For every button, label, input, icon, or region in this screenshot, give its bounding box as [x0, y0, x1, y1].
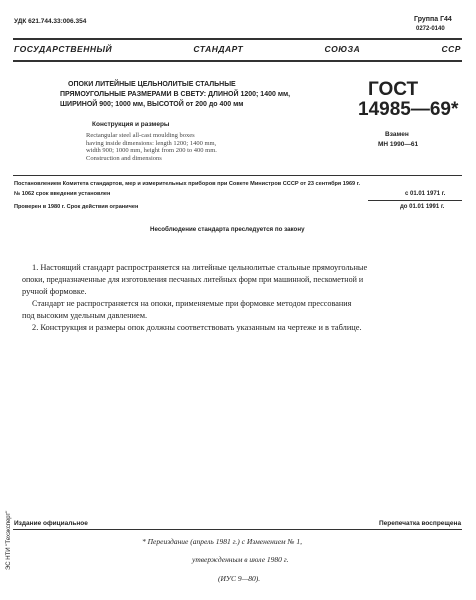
paragraph: под высоким удельным давлением. — [22, 311, 148, 320]
document-body — [22, 262, 462, 334]
reissue-note: утвержденным в июле 1980 г. — [192, 555, 289, 564]
group-label: Группа Г44 — [414, 16, 452, 23]
paragraph: 2. Конструкция и размеры опок должны соответствовать указанным на чертеже и в таблице. — [32, 323, 362, 332]
paragraph: ручной формовке. — [22, 287, 87, 296]
english-title-line: having inside dimensions: length 1200; 1400 mm, — [86, 139, 217, 147]
title-rule — [13, 175, 462, 176]
replaced-value: МН 1990—61 — [378, 141, 419, 148]
gost-number: 14985—69* — [358, 99, 459, 120]
date-underline — [368, 200, 462, 201]
english-title-line: width 900; 1000 mm, height from 200 to 400 mm. — [86, 147, 217, 155]
reissue-note: * Переиздание (апрель 1981 г.) с Изменением № 1, — [142, 537, 303, 546]
state-standard-banner — [14, 44, 461, 54]
gost-label: ГОСТ — [368, 79, 419, 100]
paragraph: 1. Настоящий стандарт распространяется на литейные цельнолитые стальные прямоугольные — [32, 263, 368, 272]
english-title — [86, 132, 326, 162]
decree-line: № 1062 срок введения установлен — [14, 191, 111, 197]
title-line: ОПОКИ ЛИТЕЙНЫЕ ЦЕЛЬНОЛИТЫЕ СТАЛЬНЫЕ — [68, 81, 236, 88]
side-watermark-text: ЭС НТИ "Техэксперт" — [6, 510, 12, 570]
footer-rule — [13, 529, 462, 530]
banner-word: ССР — [441, 44, 461, 54]
title-line: ШИРИНОЙ 900; 1000 мм, ВЫСОТОЙ от 200 до 400 мм — [60, 101, 244, 108]
udk-code: УДК 621.744.33:006.354 — [14, 18, 87, 25]
english-title-line: Rectangular steel all-cast moulding boxes — [86, 132, 195, 139]
decree-line: Постановлением Комитета стандартов, мер и измерительных приборов при Совете Министров СССР от 23 сентября 1969 г. — [14, 181, 361, 187]
english-title-line: Construction and dimensions — [86, 154, 162, 162]
top-rule — [13, 38, 462, 40]
registration-code: 0272-0140 — [416, 26, 445, 32]
official-edition-label: Издание официальное — [14, 520, 88, 527]
paragraph: Стандарт не распространяется на опоки, применяемые при формовке методом прессования — [32, 299, 352, 308]
paragraph: опоки, предназначенные для изготовления песчаных литейных форм при машинной, пескометной и — [22, 275, 364, 284]
banner-word: СТАНДАРТ — [193, 44, 244, 54]
banner-word: ГОСУДАРСТВЕННЫЙ — [14, 44, 113, 54]
expiry-date: до 01.01 1991 г. — [400, 204, 445, 210]
legal-warning: Несоблюдение стандарта преследуется по закону — [150, 226, 305, 233]
title-subtitle: Конструкция и размеры — [92, 121, 170, 128]
banner-word: СОЮЗА — [324, 44, 361, 54]
replaced-label: Взамен — [385, 131, 409, 138]
effective-date: с 01.01 1971 г. — [405, 191, 446, 197]
reprint-prohibited-label: Перепечатка воспрещена — [379, 520, 462, 527]
banner-rule — [13, 60, 462, 62]
title-line: ПРЯМОУГОЛЬНЫЕ РАЗМЕРАМИ В СВЕТУ: ДЛИНОЙ 1200; 1400 мм, — [60, 91, 291, 98]
document-title — [60, 80, 350, 110]
side-watermark — [6, 430, 18, 570]
decree-line: Проверен в 1980 г. Срок действия ограничен — [14, 204, 139, 210]
gost-number-block — [358, 79, 466, 120]
reissue-note: (ИУС 9—80). — [218, 574, 261, 583]
